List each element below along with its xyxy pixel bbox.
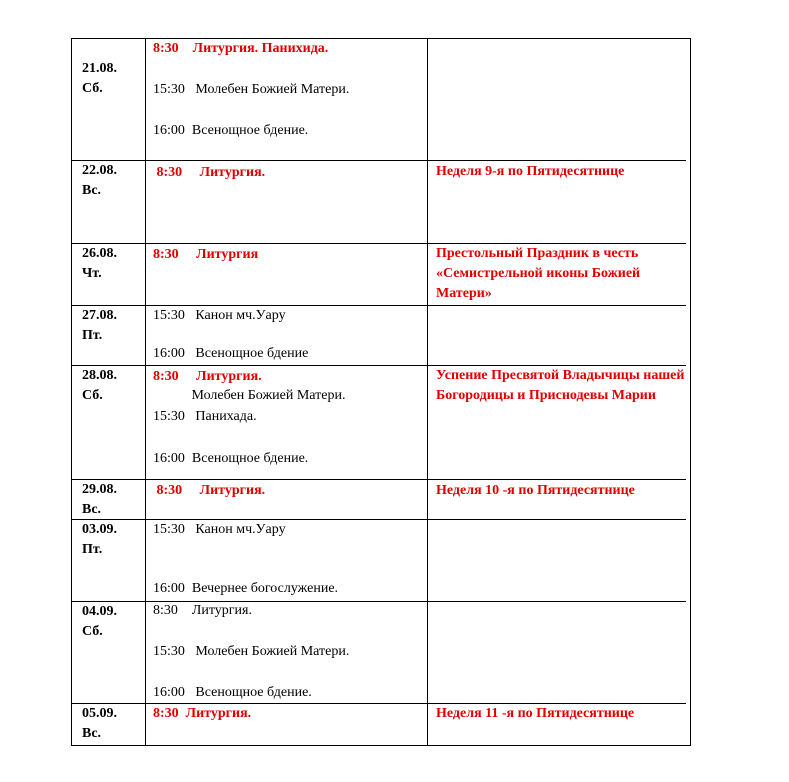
service-line: 16:00 Вечернее богослужение. (153, 581, 339, 596)
schedule-table (71, 38, 691, 746)
service-line: 15:30 Молебен Божией Матери. (153, 82, 350, 97)
service-line: 16:00 Всенощное бдение (153, 346, 309, 361)
column-divider-note (427, 39, 428, 745)
row-date: 03.09. Пт. (82, 522, 117, 557)
feast-note: Неделя 9-я по Пятидесятнице (436, 164, 625, 179)
service-line: 16:00 Всенощное бдение. (153, 685, 312, 700)
feast-note: Успение Пресвятой Владычицы нашей Богородицы и Приснодевы Марии (436, 368, 685, 403)
row-date: 28.08. Сб. (82, 368, 117, 403)
row-date: 22.08. Вс. (82, 163, 117, 198)
service-line: 15:30 Молебен Божией Матери. (153, 644, 350, 659)
service-line: 16:00 Всенощное бдение. (153, 123, 309, 138)
feast-note: Неделя 11 -я по Пятидесятнице (436, 706, 635, 721)
row-date: 04.09. Сб. (82, 604, 117, 639)
row-divider (72, 160, 686, 161)
row-date: 05.09. Вс. (82, 706, 117, 741)
service-line: 8:30 Литургия. (153, 706, 252, 721)
column-divider-date (145, 39, 146, 745)
row-date: 29.08. Вс. (82, 482, 117, 517)
row-date: 26.08. Чт. (82, 246, 117, 281)
service-line: 15:30 Канон мч.Уару (153, 308, 286, 323)
row-divider (72, 305, 686, 306)
service-line: 8:30 Литургия. (153, 369, 262, 384)
row-date: 21.08. Сб. (82, 61, 117, 96)
service-line: 16:00 Всенощное бдение. (153, 451, 309, 466)
row-date: 27.08. Пт. (82, 308, 117, 343)
feast-note: Неделя 10 -я по Пятидесятнице (436, 483, 635, 498)
service-line: 8:30 Литургия. (153, 603, 252, 618)
service-line: 8:30 Литургия. (153, 165, 266, 180)
service-line: 8:30 Литургия (153, 247, 259, 262)
row-divider (72, 519, 686, 520)
service-line: Молебен Божией Матери. (153, 388, 346, 403)
service-line: 15:30 Панихада. (153, 409, 257, 424)
row-divider (72, 479, 686, 480)
service-line: 8:30 Литургия. Панихида. (153, 41, 329, 56)
service-line: 15:30 Канон мч.Уару (153, 522, 286, 537)
feast-note: Престольный Праздник в честь «Семистрельной иконы Божией Матери» (436, 246, 641, 301)
service-line: 8:30 Литургия. (153, 483, 266, 498)
